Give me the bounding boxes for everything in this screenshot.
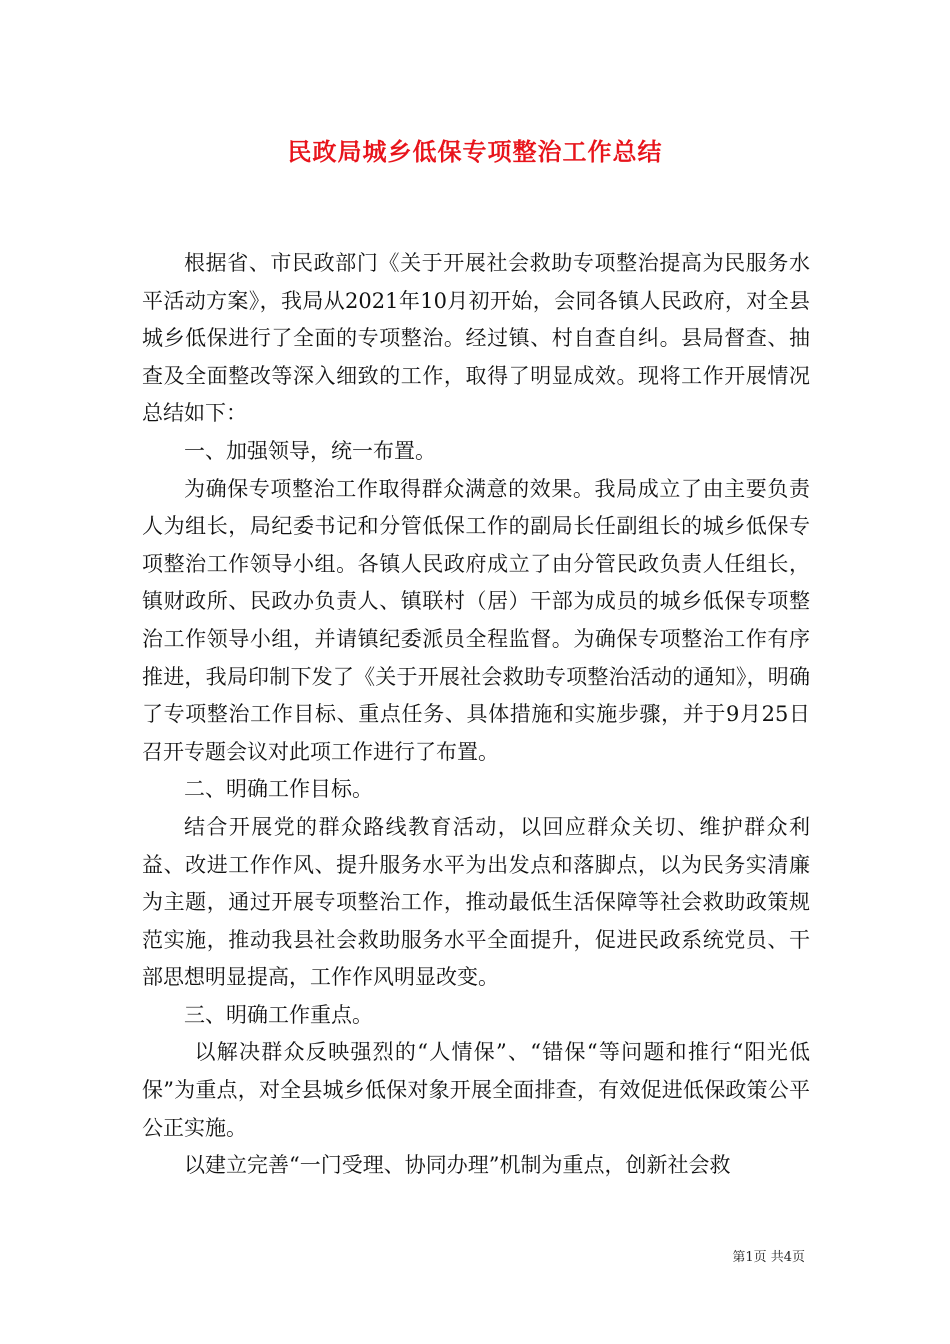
paragraph-intro: 根据省、市民政部门《关于开展社会救助专项整治提高为民服务水平活动方案》，我局从2021年10月初开始，会同各镇人民政府，对全县城乡低保进行了全面的专项整治。经过镇、村自查自纠。县局督查、抽查及全面整改等深入细致的工作，取得了明显成效。现将工作开展情况总结如下：	[142, 251, 810, 426]
page-number: 第1页 共4页	[732, 1250, 805, 1265]
paragraph-section-2: 结合开展党的群众路线教育活动，以回应群众关切、维护群众利益、改进工作作风、提升服务水平为出发点和落脚点，以为民务实清廉为主题，通过开展专项整治工作，推动最低生活保障等社会救助政策规范实施，推动我县社会救助服务水平全面提升，促进民政系统党员、干部思想明显提高，工作作风明显改变。	[142, 814, 810, 990]
section-heading-1: 一、加强领导，统一布置。	[184, 438, 436, 463]
document-body	[142, 245, 810, 1185]
paragraph-section-1: 为确保专项整治工作取得群众满意的效果。我局成立了由主要负责人为组长，局纪委书记和分管低保工作的副局长任副组长的城乡低保专项整治工作领导小组。各镇人民政府成立了由分管民政负责人任组长，镇财政所、民政办负责人、镇联村（居）干部为成员的城乡低保专项整治工作领导小组，并请镇纪委派员全程监督。为确保专项整治工作有序推进，我局印制下发了《关于开展社会救助专项整治活动的通知》，明确了专项整治工作目标、重点任务、具体措施和实施步骤，并于9月25日召开专题会议对此项工作进行了布置。	[142, 476, 810, 764]
document-title: 民政局城乡低保专项整治工作总结	[287, 137, 663, 166]
section-heading-2: 二、明确工作目标。	[184, 777, 373, 802]
paragraph-section-3a: 以解决群众反映强烈的“人情保”、“错保“等问题和推行“阳光低保”为重点，对全县城乡低保对象开展全面排查，有效促进低保政策公平公正实施。	[142, 1040, 810, 1140]
section-heading-3: 三、明确工作重点。	[184, 1002, 373, 1027]
paragraph-section-3b: 以建立完善“一门受理、协同办理”机制为重点，创新社会救	[184, 1153, 731, 1178]
